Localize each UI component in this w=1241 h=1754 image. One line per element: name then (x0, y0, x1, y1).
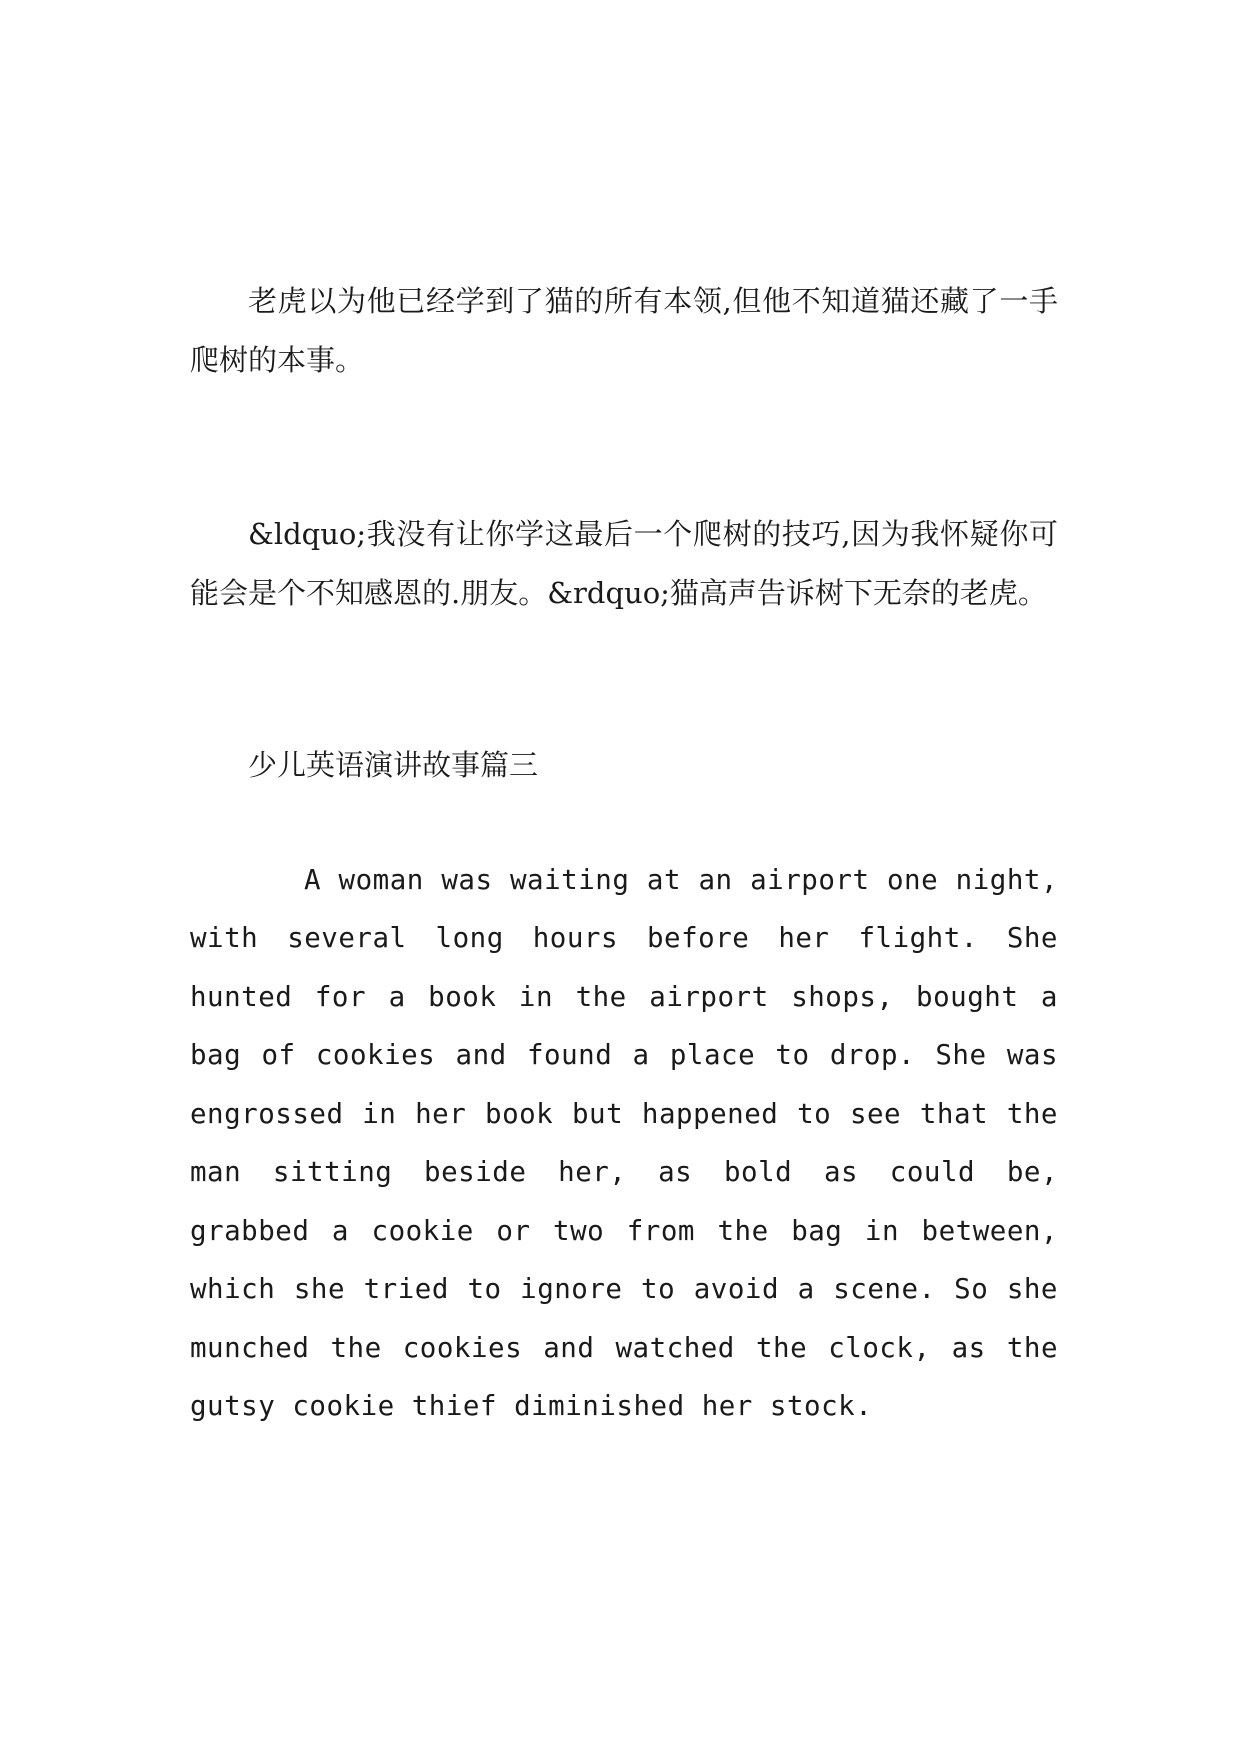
paragraph-english-story: A woman was waiting at an airport one night, with several long hours before her flight. She hunted for a book in the airport shops, bought a bag of cookies and found a place to drop. She was engrossed in her book but happened to see that the man sitting beside her, as bold as could be, grabbed a cookie or two from the bag in between, which she tried to ignore to avoid a scene. So she munched the cookies and watched the clock, as the gutsy cookie thief diminished her stock. (190, 863, 1058, 1422)
paragraph-cat-quote: &ldquo;我没有让你学这最后一个爬树的技巧,因为我怀疑你可能会是个不知感恩的.朋友。&rdquo;猫高声告诉树下无奈的老虎。 (190, 517, 1058, 610)
document-body (190, 272, 1058, 1436)
section-heading: 少儿英语演讲故事篇三 (248, 748, 539, 782)
paragraph-tiger-learned: 老虎以为他已经学到了猫的所有本领,但他不知道猫还藏了一手爬树的本事。 (190, 284, 1058, 377)
